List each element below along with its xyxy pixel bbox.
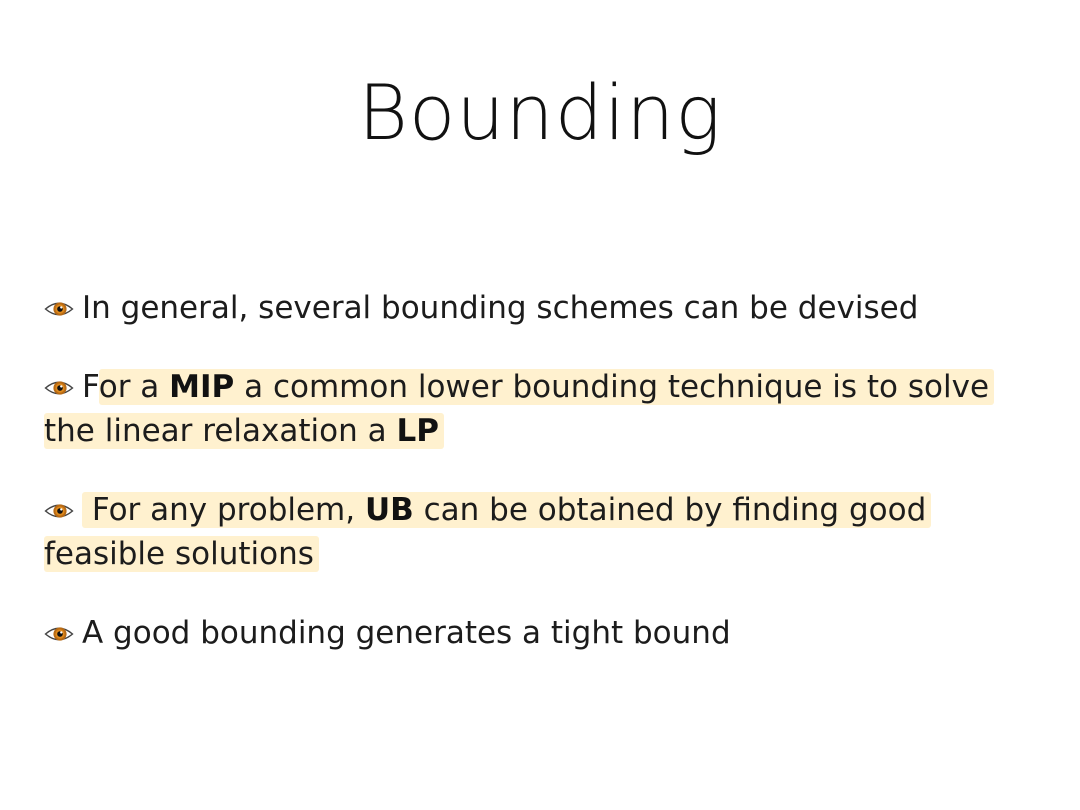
bullet-text: A good bounding generates a tight bound [82,615,731,651]
bullet-list [44,286,1004,690]
text-segment: a common lower bounding technique is to solve the linear relaxation a [44,369,990,449]
bullet-item [44,286,1004,330]
keyword-ub: UB [364,492,414,528]
bullet-text-prefix: F [82,369,99,405]
eye-icon [44,501,74,521]
keyword-mip: MIP [169,369,235,405]
eye-icon [44,299,74,319]
highlighted-text [44,369,994,449]
eye-icon [44,378,74,398]
bullet-item [44,488,1004,576]
highlighted-text [44,492,931,572]
eye-icon [44,624,74,644]
bullet-text: In general, several bounding schemes can be devised [82,290,919,326]
bullet-item [44,611,1004,655]
text-segment: or a [98,369,170,405]
text-segment: For any problem, [82,492,365,528]
bullet-item [44,365,1004,453]
keyword-lp: LP [396,413,439,449]
slide-title: Bounding [358,68,722,157]
text-segment: can be obtained by finding good feasible solutions [44,492,927,572]
